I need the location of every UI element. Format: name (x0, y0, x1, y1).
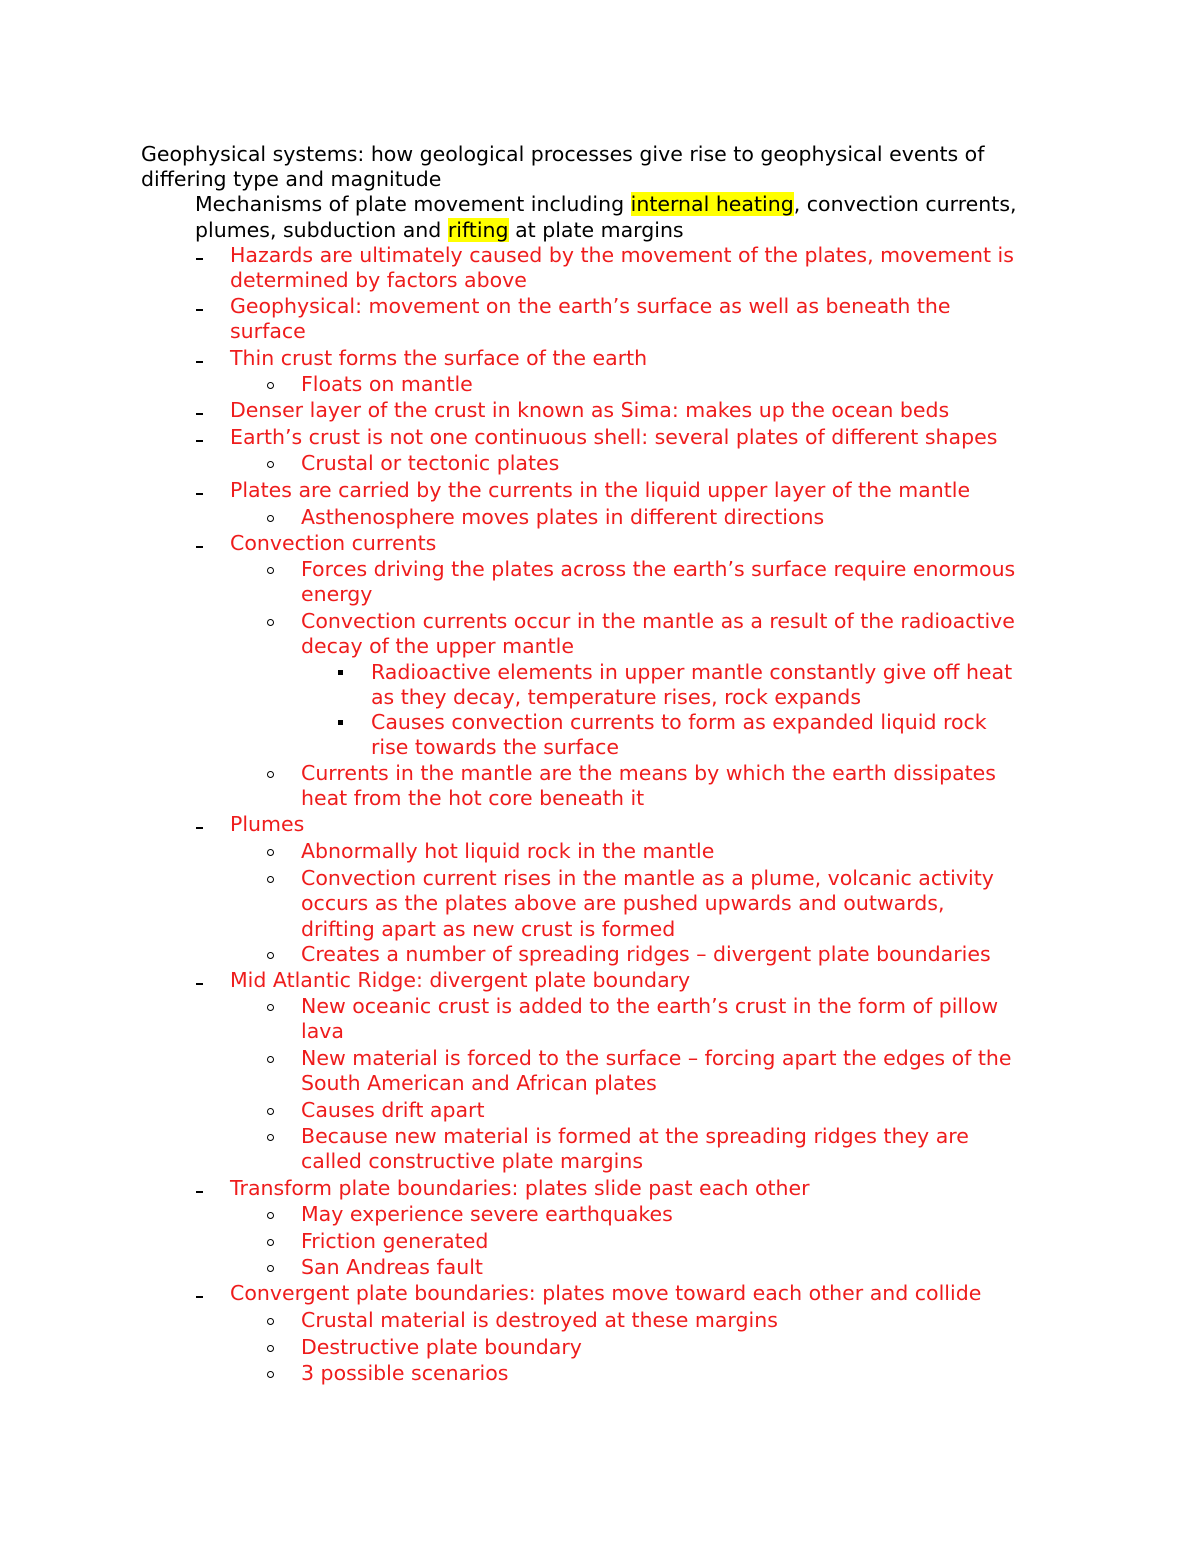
bullet-text-line: Mid Atlantic Ridge: divergent plate boundary (230, 968, 691, 992)
dash-bullet-icon (196, 493, 203, 495)
circle-bullet-icon (267, 1345, 274, 1352)
bullet-text-line: Causes drift apart (301, 1098, 485, 1122)
circle-bullet-icon (267, 1056, 274, 1063)
bullet-text-line: drifting apart as new crust is formed (301, 916, 676, 941)
circle-bullet-icon (267, 1004, 274, 1011)
subheading-line-1 (195, 192, 1017, 218)
bullet-text-line: Destructive plate boundary (301, 1335, 582, 1359)
bullet-text-line: South American and African plates (301, 1071, 657, 1096)
bullet-text-line: Plates are carried by the currents in the liquid upper layer of the mantle (230, 478, 971, 502)
bullet-text-line: Thin crust forms the surface of the earth (230, 346, 648, 370)
bullet-text-line: Radioactive elements in upper mantle constantly give off heat (371, 660, 1013, 684)
bullet-text-line: lava (301, 1019, 344, 1044)
bullet-text-line: Floats on mantle (301, 372, 473, 396)
highlight-internal-heating: internal heating (630, 192, 794, 216)
bullet-text-line: Denser layer of the crust in known as Sima: makes up the ocean beds (230, 398, 950, 422)
subheading-text: , convection currents, (793, 192, 1017, 216)
bullet-text-line: Hazards are ultimately caused by the movement of the plates, movement is (230, 243, 1014, 267)
dash-bullet-icon (196, 1296, 203, 1298)
circle-bullet-icon (267, 771, 274, 778)
heading-line-1: Geophysical systems: how geological processes give rise to geophysical events of (141, 142, 985, 166)
circle-bullet-icon (267, 1239, 274, 1246)
dash-bullet-icon (196, 546, 203, 548)
bullet-text-line: Geophysical: movement on the earth’s surface as well as beneath the (230, 294, 951, 318)
bullet-text-line: Because new material is formed at the spreading ridges they are (301, 1124, 969, 1148)
bullet-text-line: Abnormally hot liquid rock in the mantle (301, 839, 715, 863)
subheading-line-2 (195, 218, 684, 244)
bullet-text-line: heat from the hot core beneath it (301, 786, 645, 811)
bullet-text-line: New material is forced to the surface – forcing apart the edges of the (301, 1046, 1012, 1070)
bullet-text-line: Currents in the mantle are the means by which the earth dissipates (301, 761, 996, 785)
bullet-text-line: Crustal material is destroyed at these margins (301, 1308, 778, 1332)
highlight-rifting: rifting (447, 218, 509, 242)
square-bullet-icon (338, 670, 343, 675)
bullet-text-line: Causes convection currents to form as expanded liquid rock (371, 710, 987, 734)
circle-bullet-icon (267, 1371, 274, 1378)
dash-bullet-icon (196, 440, 203, 442)
circle-bullet-icon (267, 567, 274, 574)
circle-bullet-icon (267, 1108, 274, 1115)
bullet-text-line: San Andreas fault (301, 1255, 483, 1279)
bullet-text-line: determined by factors above (230, 268, 527, 293)
circle-bullet-icon (267, 382, 274, 389)
circle-bullet-icon (267, 876, 274, 883)
bullet-text-line: Transform plate boundaries: plates slide past each other (230, 1176, 810, 1200)
circle-bullet-icon (267, 952, 274, 959)
dash-bullet-icon (196, 413, 203, 415)
bullet-text-line: decay of the upper mantle (301, 634, 574, 659)
bullet-text-line: Plumes (230, 812, 305, 836)
circle-bullet-icon (267, 849, 274, 856)
subheading-text: at plate margins (508, 218, 684, 242)
bullet-text-line: Earth’s crust is not one continuous shell: several plates of different shapes (230, 425, 998, 449)
subheading-text: Mechanisms of plate movement including (195, 192, 631, 216)
circle-bullet-icon (267, 461, 274, 468)
dash-bullet-icon (196, 258, 203, 260)
bullet-text-line: May experience severe earthquakes (301, 1202, 673, 1226)
bullet-text-line: New oceanic crust is added to the earth’s crust in the form of pillow (301, 994, 999, 1018)
bullet-text-line: rise towards the surface (371, 735, 620, 760)
bullet-text-line: Forces driving the plates across the earth’s surface require enormous (301, 557, 1016, 581)
bullet-text-line: occurs as the plates above are pushed upwards and outwards, (301, 891, 945, 916)
dash-bullet-icon (196, 983, 203, 985)
circle-bullet-icon (267, 619, 274, 626)
bullet-text-line: energy (301, 582, 373, 607)
circle-bullet-icon (267, 1318, 274, 1325)
circle-bullet-icon (267, 1134, 274, 1141)
square-bullet-icon (338, 720, 343, 725)
circle-bullet-icon (267, 1265, 274, 1272)
dash-bullet-icon (196, 361, 203, 363)
bullet-text-line: called constructive plate margins (301, 1149, 643, 1174)
circle-bullet-icon (267, 1212, 274, 1219)
dash-bullet-icon (196, 309, 203, 311)
bullet-text-line: Convection current rises in the mantle as a plume, volcanic activity (301, 866, 994, 890)
bullet-text-line: as they decay, temperature rises, rock expands (371, 685, 861, 710)
subheading-text: plumes, subduction and (195, 218, 448, 242)
bullet-text-line: Convergent plate boundaries: plates move toward each other and collide (230, 1281, 982, 1305)
dash-bullet-icon (196, 1191, 203, 1193)
bullet-text-line: Crustal or tectonic plates (301, 451, 560, 475)
bullet-text-line: Creates a number of spreading ridges – divergent plate boundaries (301, 942, 991, 966)
bullet-text-line: Convection currents occur in the mantle as a result of the radioactive (301, 609, 1015, 633)
bullet-text-line: Asthenosphere moves plates in different directions (301, 505, 825, 529)
bullet-text-line: surface (230, 319, 306, 344)
circle-bullet-icon (267, 515, 274, 522)
heading-line-2: differing type and magnitude (141, 167, 442, 191)
dash-bullet-icon (196, 827, 203, 829)
bullet-text-line: Convection currents (230, 531, 437, 555)
bullet-text-line: 3 possible scenarios (301, 1361, 509, 1385)
bullet-text-line: Friction generated (301, 1229, 489, 1253)
